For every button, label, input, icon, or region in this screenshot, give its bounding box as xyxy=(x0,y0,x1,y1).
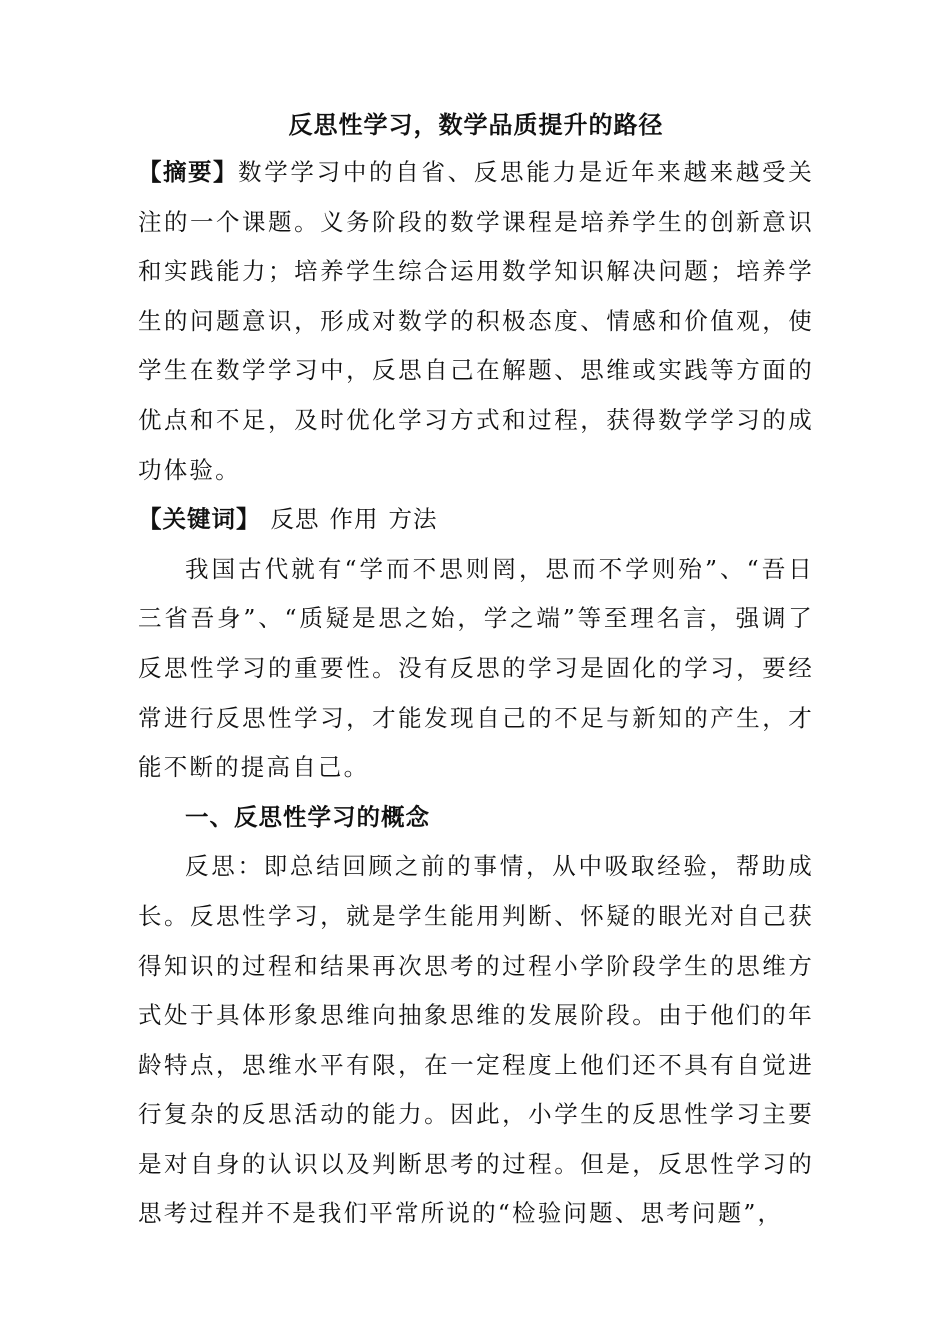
intro-paragraph: 我国古代就有“学而不思则罔，思而不学则殆”、“吾日三省吾身”、“质疑是思之始，学之端”等至理名言，强调了反思性学习的重要性。没有反思的学习是固化的学习，要经常进行反思性学习，才能发现自己的不足与新知的产生，才能不断的提高自己。 xyxy=(138,554,814,782)
keyword: 反思 xyxy=(270,505,320,534)
section-paragraph: 反思：即总结回顾之前的事情，从中吸取经验，帮助成长。反思性学习，就是学生能用判断、怀疑的眼光对自己获得知识的过程和结果再次思考的过程小学阶段学生的思维方式处于具体形象思维向抽象思维的发展阶段。由于他们的年龄特点，思维水平有限，在一定程度上他们还不具有自觉进行复杂的反思活动的能力。因此，小学生的反思性学习主要是对自身的认识以及判断思考的过程。但是，反思性学习的思考过程并不是我们平常所说的“检验问题、思考问题”， xyxy=(138,852,814,1228)
keyword: 方法 xyxy=(388,505,438,534)
abstract-paragraph xyxy=(138,148,814,495)
document-title: 反思性学习，数学品质提升的路径 xyxy=(288,110,664,139)
abstract-label: 【摘要】 xyxy=(138,158,239,186)
keywords-label: 【关键词】 xyxy=(138,505,261,534)
keyword: 作用 xyxy=(329,505,379,534)
document-body xyxy=(138,105,814,1239)
section-heading: 一、反思性学习的概念 xyxy=(185,802,430,831)
abstract-text: 数学学习中的自省、反思能力是近年来越来越受关注的一个课题。义务阶段的数学课程是培养学生的创新意识和实践能力；培养学生综合运用数学知识解决问题；培养学生的问题意识，形成对数学的积极态度、情感和价值观，使学生在数学学习中，反思自己在解题、思维或实践等方面的优点和不足，及时优化学习方式和过程，获得数学学习的成功体验。 xyxy=(138,158,814,484)
keywords-line xyxy=(138,495,814,545)
